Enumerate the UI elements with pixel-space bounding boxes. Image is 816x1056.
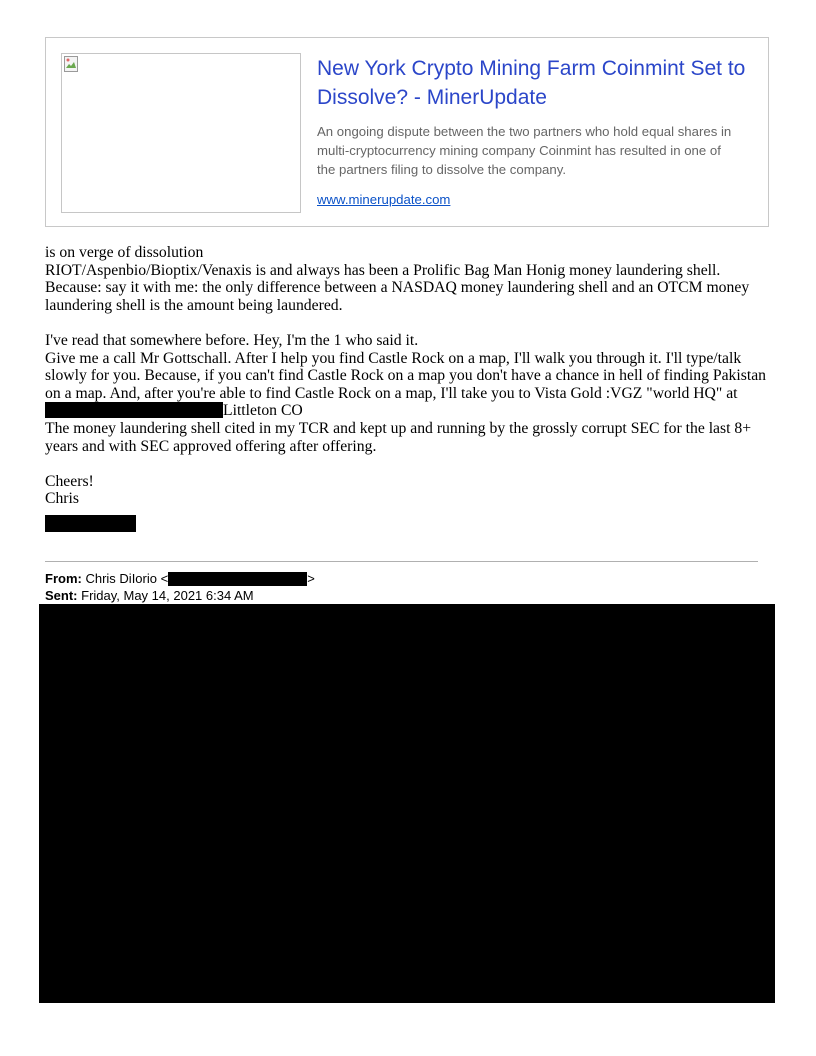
preview-title[interactable]: New York Crypto Mining Farm Coinmint Set to Dissolve? - MinerUpdate bbox=[317, 57, 746, 109]
body-paragraph: RIOT/Aspenbio/Bioptix/Venaxis is and always has been a Prolific Bag Man Honig money laundering shell. Because: say it with me: the only difference between a NASDAQ money laundering shell and an OTCM money laundering shell is the amount being laundered. bbox=[45, 261, 750, 314]
body-paragraph: The money laundering shell cited in my TCR and kept up and running by the grossly corrupt SEC for the last 8+ years and with SEC approved offering after offering. bbox=[45, 419, 752, 455]
divider bbox=[45, 561, 758, 562]
body-paragraph bbox=[45, 350, 773, 420]
redacted-signature bbox=[45, 515, 136, 532]
broken-image-icon bbox=[64, 56, 78, 72]
link-preview-card[interactable] bbox=[45, 37, 769, 227]
preview-image[interactable] bbox=[61, 53, 301, 213]
body-text-segment: Give me a call Mr Gottschall. After I help you find Castle Rock on a map, I'll walk you through it. I'll type/talk slowly for you. Because, if you can't find Castle Rock on a map you don't have a chance in hell of finding Pakistan on a map. And, after you're able to find Castle Rock on a map, I'll take you to Vista Gold :VGZ "world HQ" at bbox=[45, 349, 767, 402]
body-line: I've read that somewhere before. Hey, I'm the 1 who said it. bbox=[45, 331, 419, 349]
preview-description: An ongoing dispute between the two partners who hold equal shares in multi-cryptocurrency mining company Coinmint has resulted in one of the partners filing to dissolve the company. bbox=[317, 124, 732, 177]
sent-value: Friday, May 14, 2021 6:34 AM bbox=[81, 588, 254, 603]
from-name: Chris DiIorio < bbox=[85, 571, 169, 586]
redacted-email bbox=[168, 572, 307, 586]
redacted-address bbox=[45, 402, 223, 418]
email-body bbox=[45, 244, 773, 508]
redacted-block bbox=[39, 604, 775, 1003]
closing: Cheers! bbox=[45, 472, 94, 490]
from-line bbox=[45, 571, 315, 587]
from-close: > bbox=[307, 571, 315, 586]
sent-label: Sent: bbox=[45, 588, 78, 603]
body-text-segment: Littleton CO bbox=[223, 402, 303, 420]
signature-name: Chris bbox=[45, 490, 79, 508]
preview-url-link[interactable]: www.minerupdate.com bbox=[317, 192, 451, 207]
from-label: From: bbox=[45, 571, 82, 586]
body-line: is on verge of dissolution bbox=[45, 244, 204, 261]
sent-line bbox=[45, 588, 254, 604]
